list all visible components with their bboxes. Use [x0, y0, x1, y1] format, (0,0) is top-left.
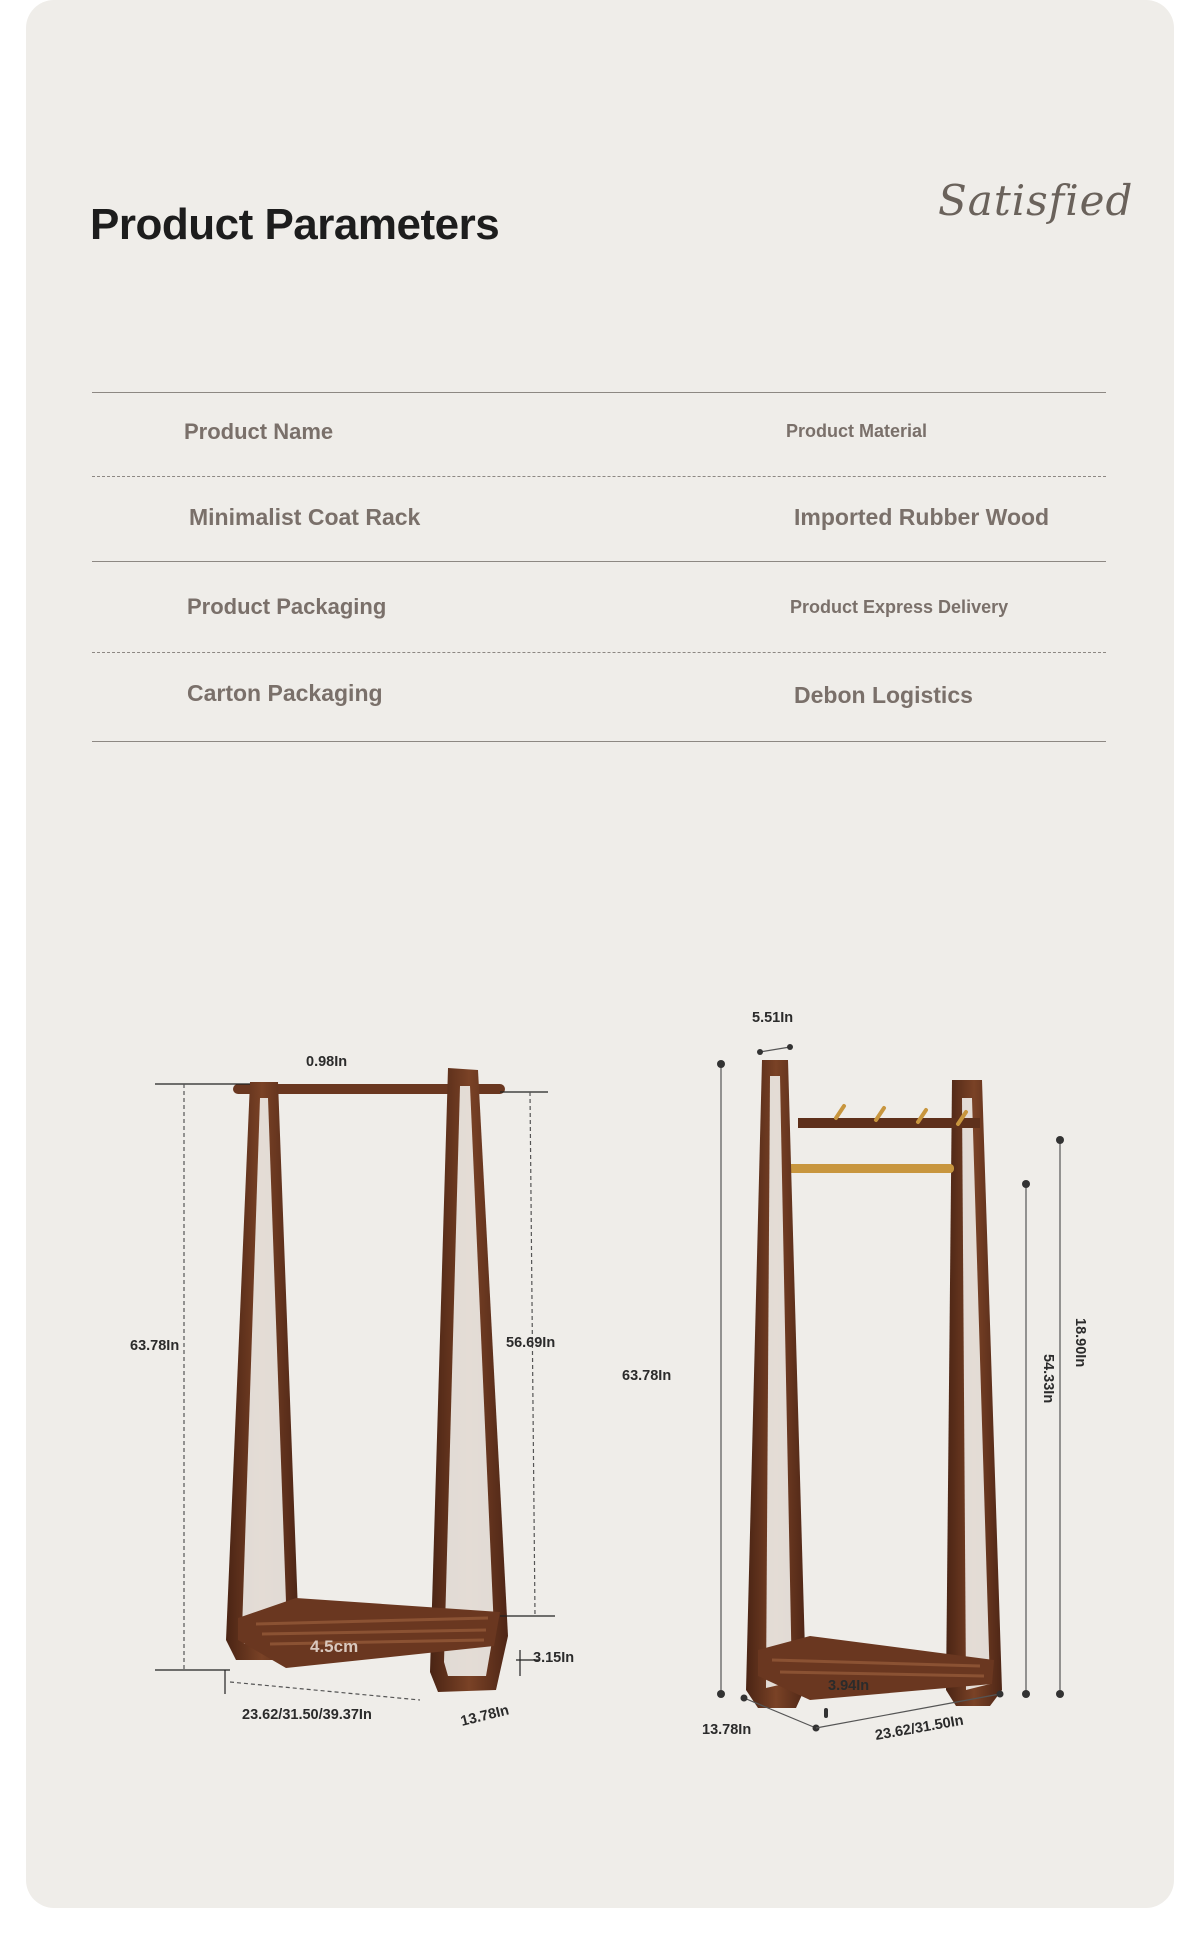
- dim-top-bar: 0.98In: [306, 1054, 348, 1070]
- dim-total-height-right: 63.78In: [622, 1368, 672, 1384]
- param-value-product-material: Imported Rubber Wood: [794, 504, 1050, 530]
- dim-base-height-right: 3.94In: [828, 1678, 870, 1694]
- dim-depth-left: 13.78In: [459, 1702, 511, 1730]
- dim-base-height-left: 3.15In: [533, 1650, 575, 1666]
- brass-rod: [776, 1164, 954, 1173]
- dim-total-height-left: 63.78In: [130, 1338, 180, 1354]
- dim-width-right: 23.62/31.50In: [873, 1712, 965, 1744]
- dim-top-depth: 5.51In: [752, 1010, 794, 1026]
- rack-side-diagram: [600, 0, 1200, 1943]
- param-label-product-material: Product Material: [786, 421, 928, 441]
- dim-depth-right: 13.78In: [702, 1722, 752, 1738]
- param-value-product-name: Minimalist Coat Rack: [189, 504, 421, 530]
- param-value-product-packaging: Carton Packaging: [187, 680, 383, 706]
- page-title: Product Parameters: [90, 200, 500, 249]
- param-label-express-delivery: Product Express Delivery: [790, 597, 1009, 617]
- dim-width-left: 23.62/31.50/39.37In: [242, 1707, 372, 1723]
- tagline-script: Satisfied: [938, 176, 1134, 225]
- param-label-product-packaging: Product Packaging: [187, 594, 387, 619]
- param-value-express-delivery: Debon Logistics: [794, 682, 973, 708]
- dim-rail-height: 54.33In: [1040, 1354, 1056, 1404]
- dim-shelf-label: 4.5cm: [310, 1637, 359, 1656]
- dim-inner-height: 56.69In: [506, 1335, 556, 1351]
- dim-hook-height: 18.90In: [1072, 1318, 1088, 1368]
- hook-rail: [798, 1118, 980, 1128]
- param-label-product-name: Product Name: [184, 419, 334, 444]
